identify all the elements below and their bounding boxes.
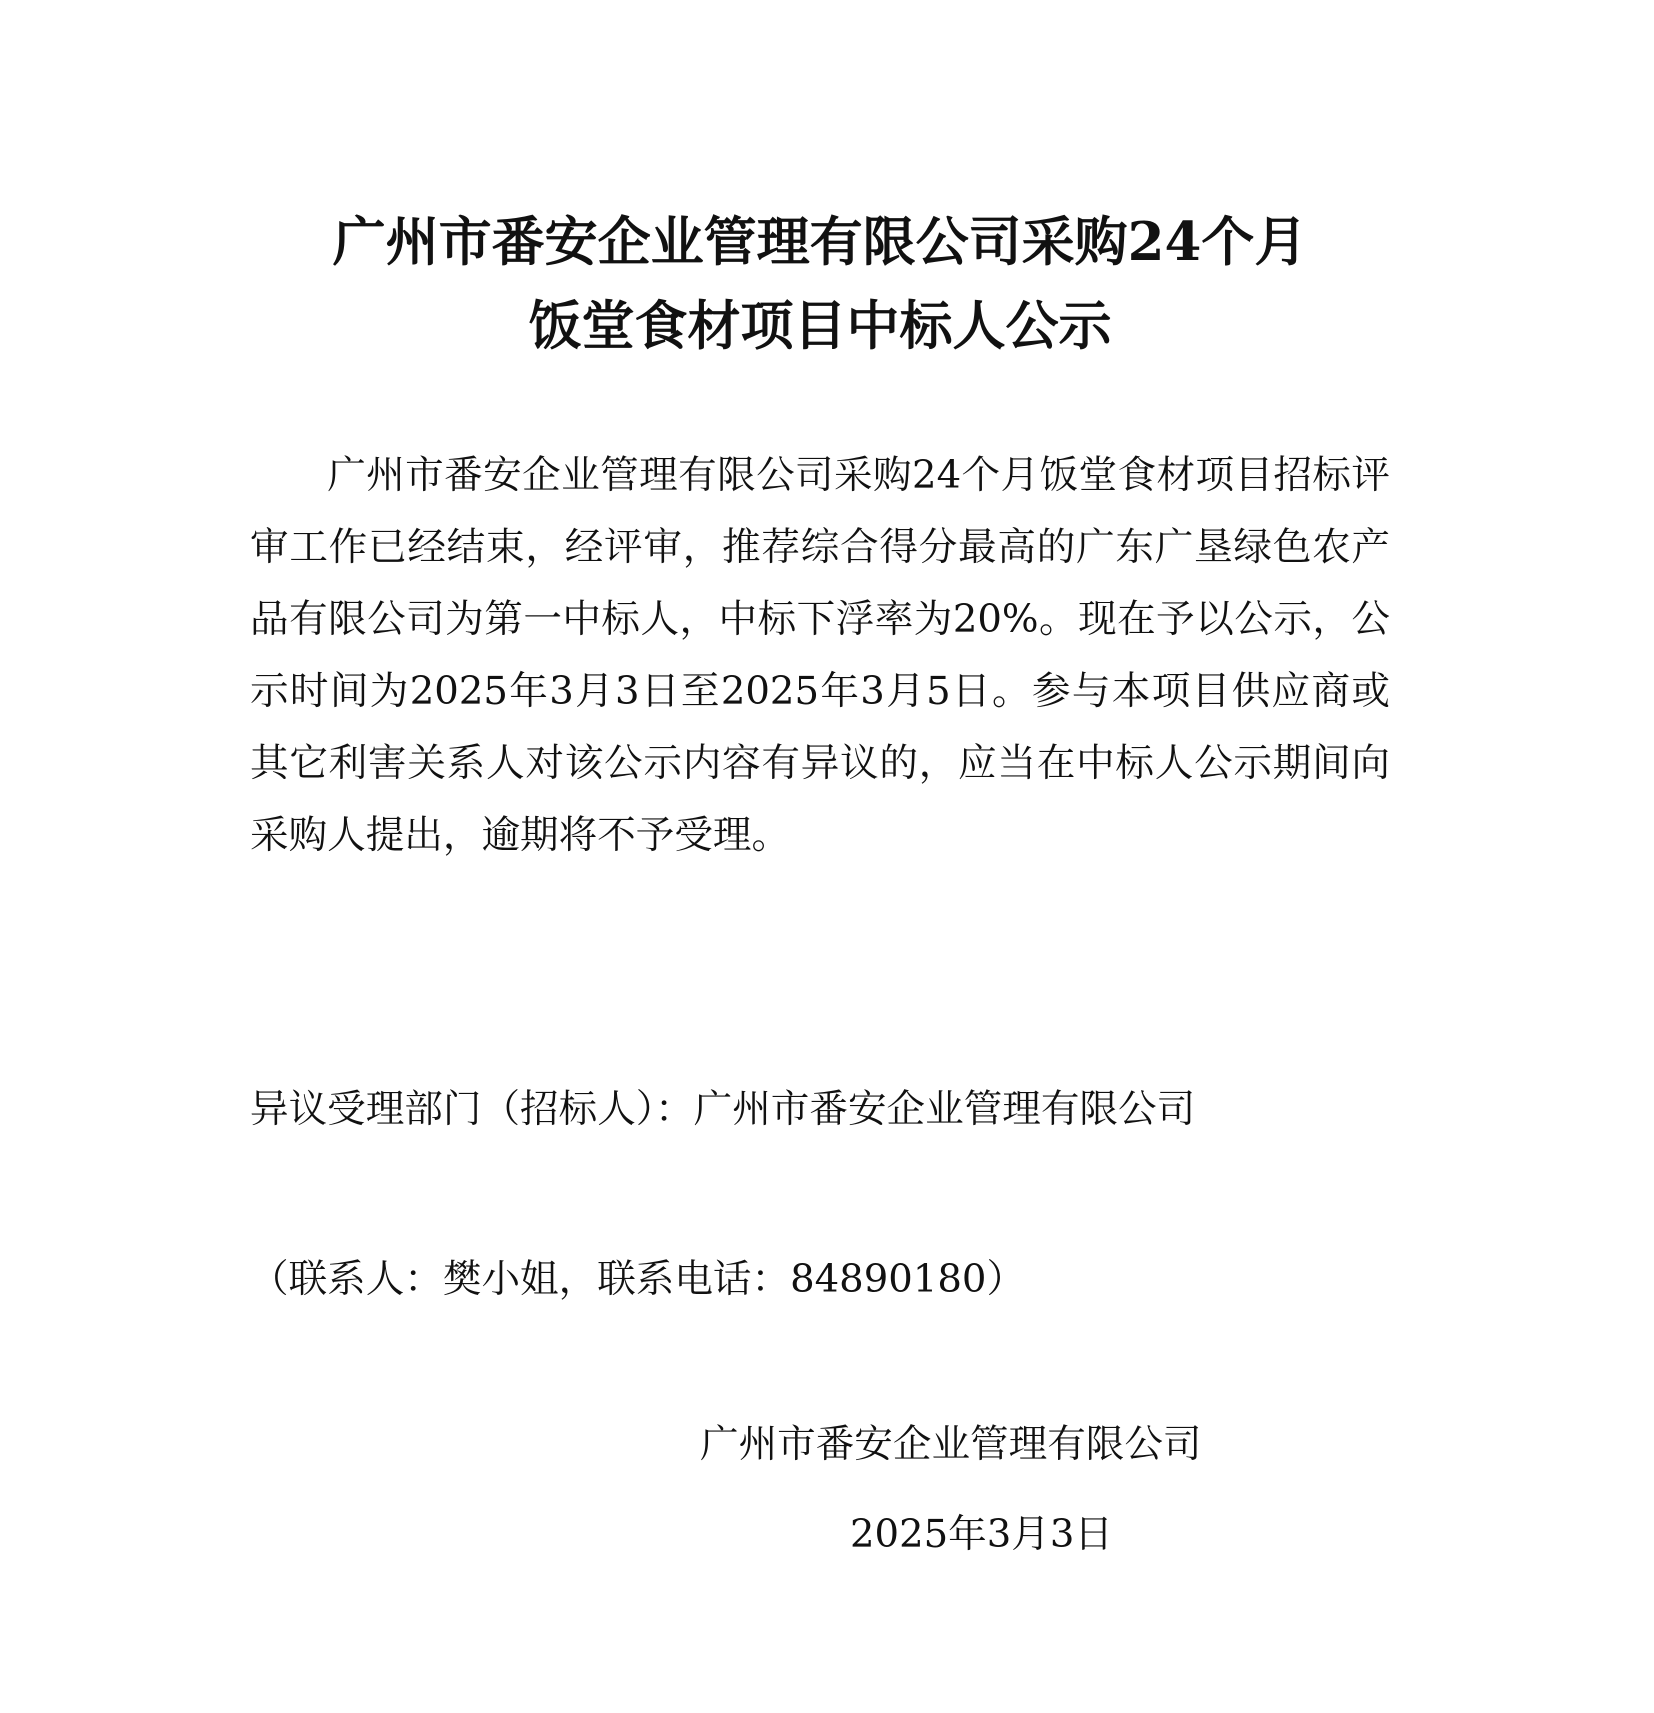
contact-info: （联系人：樊小姐，联系电话：84890180）: [250, 1257, 1026, 1302]
document-title: [250, 200, 1390, 368]
objection-department: 异议受理部门（招标人）：广州市番安企业管理有限公司: [250, 1087, 1196, 1132]
signature-date: 2025年3月3日: [850, 1512, 1114, 1557]
document-title-line-2: 饭堂食材项目中标人公示: [528, 295, 1112, 357]
announcement-paragraph: 广州市番安企业管理有限公司采购24个月饭堂食材项目招标评审工作已经结束，经评审，推荐综合得分最高的广东广垦绿色农产品有限公司为第一中标人，中标下浮率为20%。现在予以公示，公示时间为2025年3月3日至2025年3月5日。参与本项目供应商或其它利害关系人对该公示内容有异议的，应当在中标人公示期间向采购人提出，逾期将不予受理。: [250, 453, 1390, 858]
document-title-line-1: 广州市番安企业管理有限公司采购24个月: [332, 211, 1308, 273]
signature-organization: 广州市番安企业管理有限公司: [700, 1422, 1202, 1467]
